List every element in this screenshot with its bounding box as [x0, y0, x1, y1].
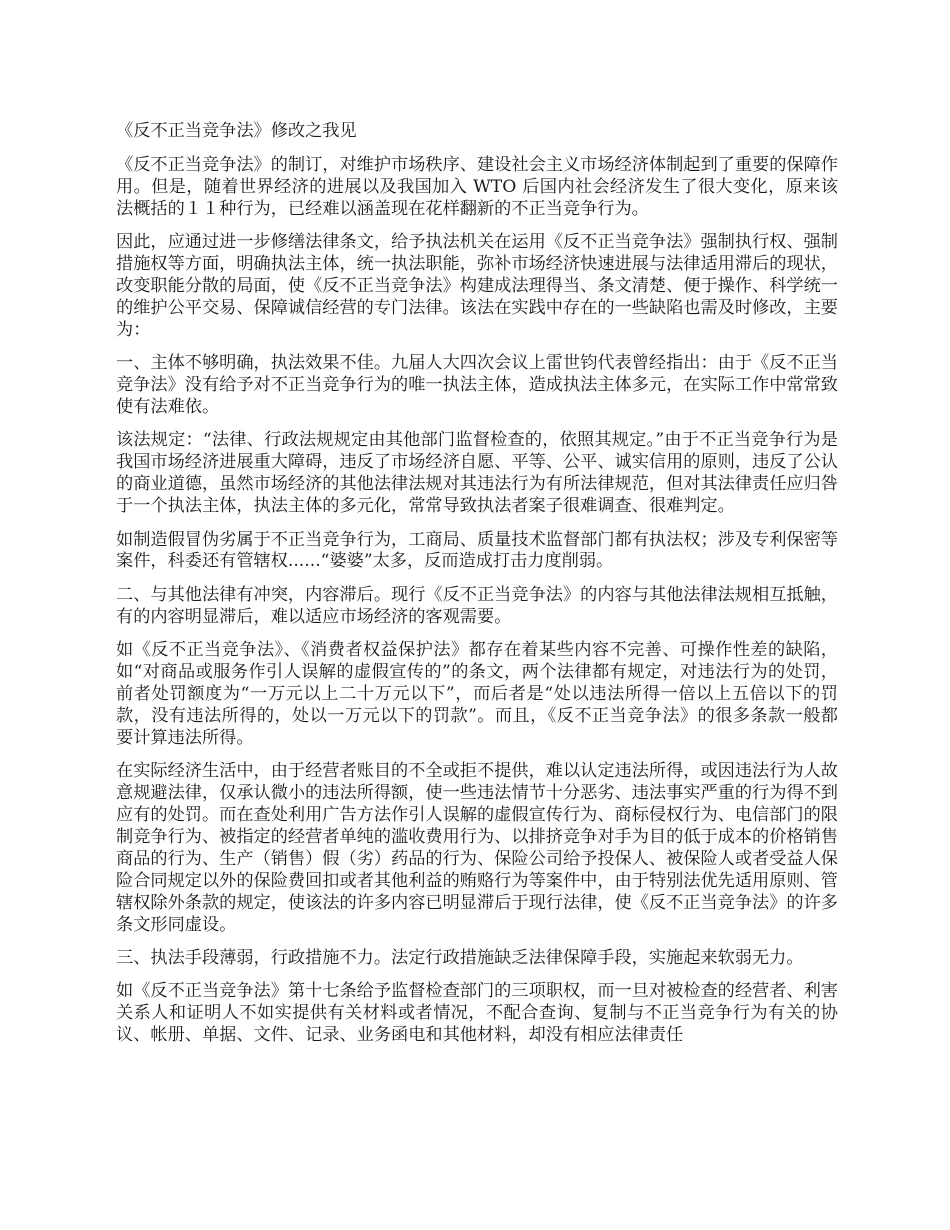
paragraph: 三、执法手段薄弱，行政措施不力。法定行政措施缺乏法律保障手段，实施起来软弱无力。 — [116, 947, 804, 968]
paragraph: 因此，应通过进一步修缮法律条文，给予执法机关在运用《反不正当竞争法》强制执行权、强制措施权等方面，明确执法主体，统一执法职能，弥补市场经济快速进展与法律适用滞后的现状，改变职能分散的局面，使《反不正当竞争法》构建成法理得当、条文清楚、便于操作、科学统一的维护公平交易、保障诚信经营的专门法律。该法在实践中存在的一些缺陷也需及时修改，主要为： — [116, 232, 838, 340]
document-title: 《反不正当竞争法》修改之我见 — [116, 121, 357, 141]
paragraph: 在实际经济生活中，由于经营者账目的不全或拒不提供，难以认定违法所得，或因违法行为人故意规避法律，仅承认微小的违法所得额，使一些违法情节十分恶劣、违法事实严重的行为得不到应有的处罚。而在查处利用广告方法作引人误解的虚假宣传行为、商标侵权行为、电信部门的限制竞争行为、被指定的经营者单纯的滥收费用行为、以排挤竞争对手为目的低于成本的价格销售商品的行为、生产（销售）假（劣）药品的行为、保险公司给予投保人、被保险人或者受益人保险合同规定以外的保险费回扣或者其他利益的贿赂行为等案件中，由于特别法优先适用原则、管辖权除外条款的规定，使该法的许多内容已明显滞后于现行法律，使《反不正当竞争法》的许多条文形同虚设。 — [116, 761, 838, 935]
paragraph: 《反不正当竞争法》的制订，对维护市场秩序、建设社会主义市场经济体制起到了重要的保障作用。但是，随着世界经济的进展以及我国加入 WTO 后国内社会经济发生了很大变化，原来该法概括的１１种行为，已经难以涵盖现在花样翻新的不正当竞争行为。 — [116, 154, 838, 219]
paragraph: 该法规定：“法律、行政法规规定由其他部门监督检查的，依照其规定。”由于不正当竞争行为是我国市场经济进展重大障碍，违反了市场经济自愿、平等、公平、诚实信用的原则，违反了公认的商业道德，虽然市场经济的其他法律法规对其违法行为有所法律规范，但对其法律责任应归咎于一个执法主体，执法主体的多元化，常常导致执法者案子很难调查、很难判定。 — [116, 430, 838, 517]
paragraph: 如制造假冒伪劣属于不正当竞争行为，工商局、质量技术监督部门都有执法权；涉及专利保密等案件，科委还有管辖权......“婆婆”太多，反而造成打击力度削弱。 — [116, 529, 838, 572]
document-page — [116, 121, 838, 1059]
paragraph: 如《反不正当竞争法》、《消费者权益保护法》都存在着某些内容不完善、可操作性差的缺陷，如“对商品或服务作引人误解的虚假宣传的”的条文，两个法律都有规定，对违法行为的处罚，前者处罚额度为“一万元以上二十万元以下”，而后者是“处以违法所得一倍以上五倍以下的罚款，没有违法所得的，处以一万元以下的罚款”。而且，《反不正当竞争法》的很多条款一般都要计算违法所得。 — [116, 640, 838, 748]
paragraph: 二、与其他法律有冲突，内容滞后。现行《反不正当竞争法》的内容与其他法律法规相互抵触，有的内容明显滞后，难以适应市场经济的客观需要。 — [116, 584, 838, 627]
paragraph: 如《反不正当竞争法》第十七条给予监督检查部门的三项职权，而一旦对被检查的经营者、利害关系人和证明人不如实提供有关材料或者情况，不配合查询、复制与不正当竞争行为有关的协议、帐册、单据、文件、记录、业务函电和其他材料，却没有相应法律责任 — [116, 981, 838, 1046]
paragraph: 一、主体不够明确，执法效果不佳。九届人大四次会议上雷世钧代表曾经指出：由于《反不正当竞争法》没有给予对不正当竞争行为的唯一执法主体，造成执法主体多元，在实际工作中常常致使有法难依。 — [116, 353, 838, 417]
